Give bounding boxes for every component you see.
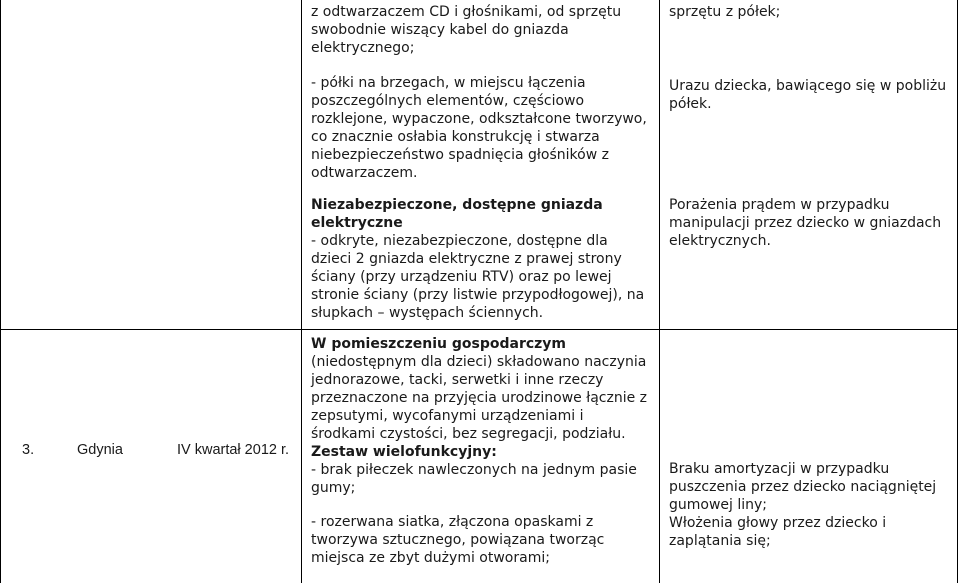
row-number: 3.	[22, 442, 35, 458]
description-heading-storage: W pomieszczeniu gospodarczym	[311, 336, 567, 352]
table-border-left	[0, 0, 1, 583]
table-column-divider-2	[659, 0, 660, 583]
risk-text-2: Urazu dziecka, bawiącego się w pobliżu półek.	[669, 78, 947, 112]
risk-text-4: Braku amortyzacji w przypadku puszczenia przez dziecko naciągniętej gumowej liny; Włożenia głowy przez dziecko i zaplątania się;	[669, 461, 937, 549]
description-text-1: z odtwarzaczem CD i głośnikami, od sprzętu swobodnie wiszący kabel do gniazda elektrycznego;	[311, 4, 622, 56]
description-heading-play-set: Zestaw wielofunkcyjny:	[311, 444, 497, 460]
description-heading-sockets: Niezabezpieczone, dostępne gniazda elektryczne	[311, 197, 603, 231]
description-text-2: - półki na brzegach, w miejscu łączenia poszczególnych elementów, częściowo rozklejone, wypaczone, odkształcone tworzywo, co znacznie osłabia konstrukcję i stwarza niebezpieczeństwo spadnięcia głośników z odtwarzaczem.	[311, 75, 647, 181]
row-period: IV kwartał 2012 r.	[177, 442, 290, 458]
description-text-4: W pomieszczeniu gospodarczym (niedostępnym dla dzieci) składowano naczynia jednorazowe, tacki, serwetki i inne rzeczy przeznaczone na przyjęcia urodzinowe łącznie z zepsutymi, wycofanymi urządzeniami i środkami czystości, bez segregacji, podziału.	[311, 336, 647, 442]
risk-text-3: Porażenia prądem w przypadku manipulacji przez dziecko w gniazdach elektrycznych.	[669, 197, 942, 249]
table-row-divider	[0, 329, 958, 330]
table-column-divider-1	[301, 0, 302, 583]
table-border-right	[957, 0, 958, 583]
description-text-6: - rozerwana siatka, złączona opaskami z tworzywa sztucznego, powiązana tworząc miejsca ze zbyt dużymi otworami;	[311, 514, 605, 566]
risk-text-1: sprzętu z półek;	[669, 4, 781, 20]
description-text-3: Niezabezpieczone, dostępne gniazda elektryczne - odkryte, niezabezpieczone, dostępne dla dzieci 2 gniazda elektryczne z prawej strony ściany (przy urządzeniu RTV) oraz po lewej stronie ściany (przy listwie przypodłogowej), na słupkach – występach ściennych.	[311, 197, 645, 321]
description-text-5: Zestaw wielofunkcyjny: - brak piłeczek nawleczonych na jednym pasie gumy;	[311, 444, 637, 496]
row-city: Gdynia	[77, 442, 123, 458]
